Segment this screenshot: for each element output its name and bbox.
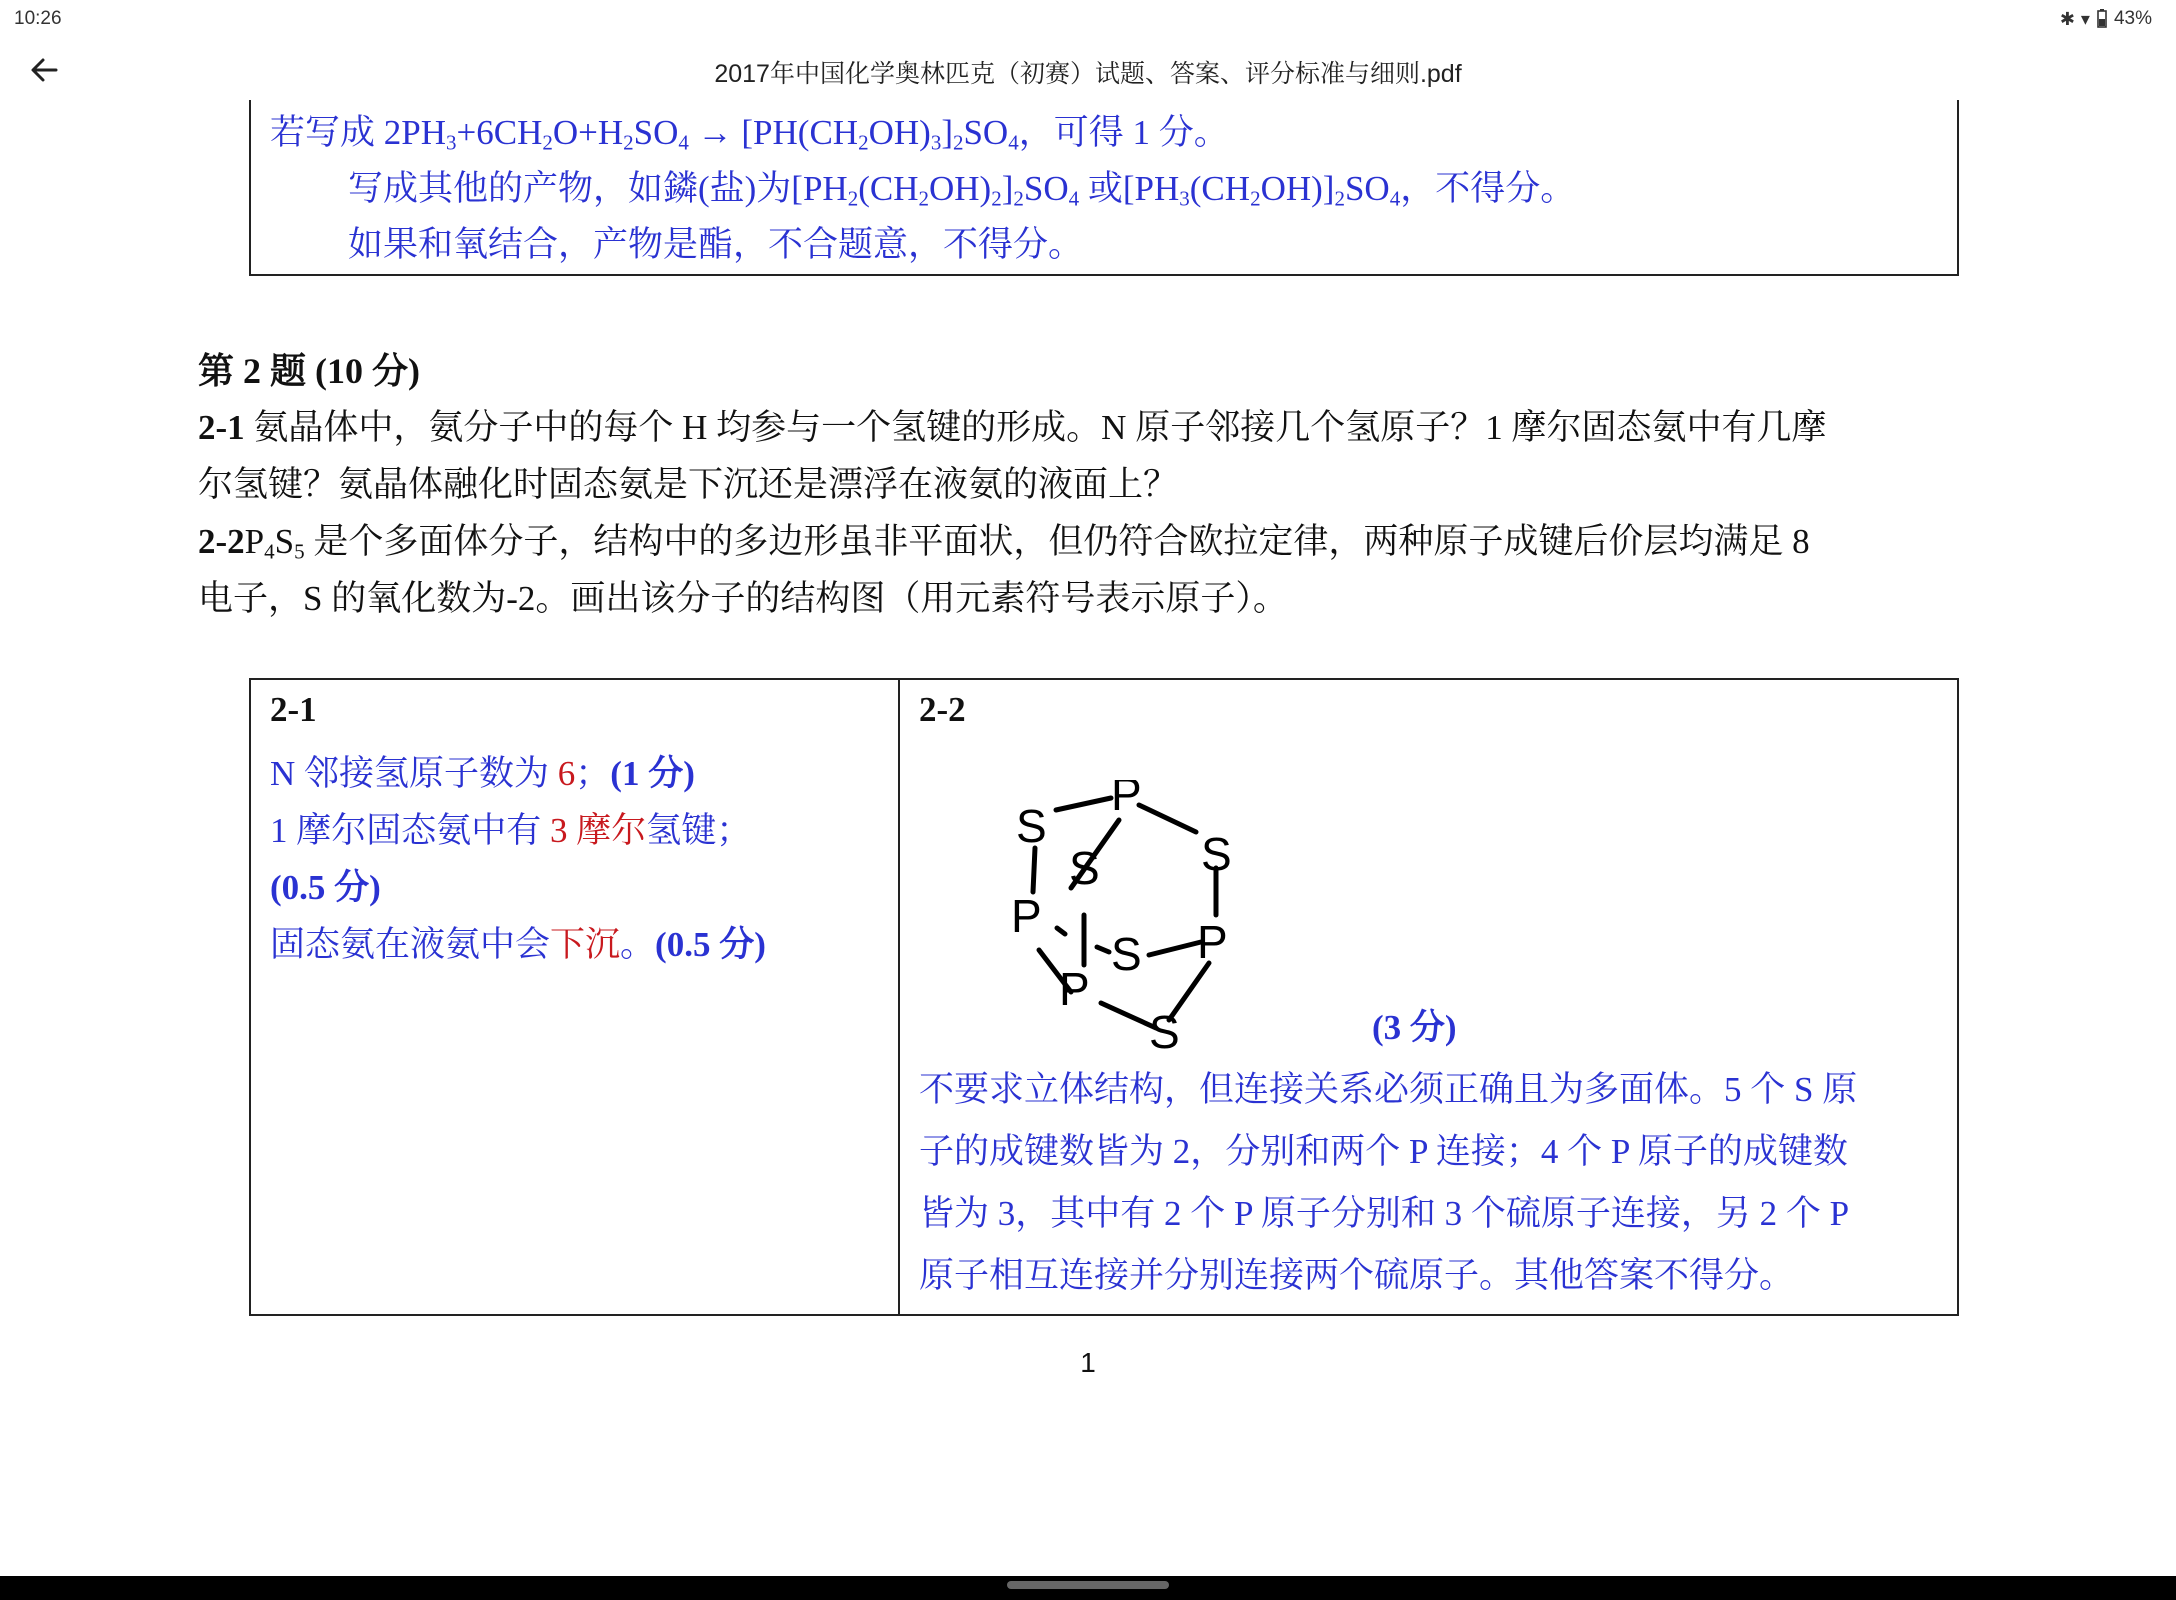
- app-bar: [0, 40, 2176, 100]
- bond-p2-p4: [1057, 928, 1065, 934]
- bond-p4-s4: [1097, 947, 1109, 952]
- question-2-2-line-1: $2-2P_4S_5$ 是个多面体分子，结构中的多边形虽非平面状，但仍符合欧拉定律，两种原子成键后价层均满足 8: [198, 522, 1810, 564]
- wifi-icon: ▾: [2080, 8, 2090, 29]
- navigation-bar: [0, 1576, 2176, 1600]
- bond-s1-p2: [1033, 848, 1035, 892]
- status-time: 10:26: [14, 8, 62, 29]
- page-number: 1: [1080, 1347, 1096, 1378]
- box-line-3: 如果和氧结合，产物是酯，不合题意，不得分。: [348, 225, 1084, 264]
- answer-2-1-heading: 2-1: [270, 690, 317, 729]
- question-2-2-line-2: 电子，S 的氧化数为-2。画出该分子的结构图（用元素符号表示原子）。: [198, 579, 1288, 618]
- question-2-1-line-1: 2-1 氨晶体中，氨分子中的每个 H 均参与一个氢键的形成。N 原子邻接几个氢原子？1 摩尔固态氨中有几摩: [198, 408, 1827, 447]
- bluetooth-icon: ✱: [2059, 8, 2075, 29]
- battery-level: 43%: [2113, 8, 2152, 29]
- atom-s5: S: [1149, 1006, 1180, 1058]
- bond-s1-p1: [1056, 798, 1111, 810]
- atom-s2: S: [1069, 842, 1100, 894]
- atom-p1: P: [1111, 780, 1142, 820]
- atom-p2: P: [1011, 890, 1042, 942]
- box-line-1: 若写成 $2PH_3+6CH_2O+H_2SO_4 \to [PH(CH_2OH)_3]_2SO_4$，可得 1 分。: [270, 113, 1229, 155]
- atom-s4: S: [1111, 928, 1142, 980]
- home-gesture-handle[interactable]: [1007, 1581, 1169, 1589]
- scoring-box-top: [249, 100, 1959, 276]
- answer-table: [249, 678, 1959, 1316]
- answer-2-2-note-4: 原子相互连接并分别连接两个硫原子。其他答案不得分。: [919, 1256, 1795, 1295]
- pdf-page[interactable]: [0, 100, 2176, 1570]
- bond-p1-s3: [1139, 805, 1196, 832]
- answer-2-2-note-2: 子的成键数皆为 2，分别和两个 P 连接；4 个 P 原子的成键数: [919, 1132, 1848, 1171]
- answer-2-2-note-1: 不要求立体结构，但连接关系必须正确且为多面体。5 个 S 原: [919, 1070, 1858, 1109]
- answer-2-2-score: (3 分): [1372, 1008, 1457, 1047]
- status-bar: [0, 0, 2176, 40]
- answer-2-1-line-4: 固态氨在液氨中会下沉。(0.5 分): [270, 925, 766, 964]
- p4s5-structure: [1011, 780, 1331, 1065]
- answer-2-2-heading: 2-2: [919, 690, 966, 729]
- document-title: 2017年中国化学奥林匹克（初赛）试题、答案、评分标准与细则.pdf: [714, 60, 1462, 88]
- bond-s4-p3: [1149, 942, 1201, 955]
- structure-svg: [1011, 780, 1331, 1060]
- atom-s3: S: [1201, 828, 1232, 880]
- atom-p3: P: [1197, 916, 1228, 968]
- answer-2-1-line-1: N 邻接氢原子数为 6；(1 分): [270, 754, 695, 793]
- atom-s1: S: [1016, 800, 1047, 852]
- battery-icon: [2096, 9, 2108, 29]
- question-2-1-line-2: 尔氢键？氨晶体融化时固态氨是下沉还是漂浮在液氨的液面上？: [198, 465, 1179, 504]
- column-divider: [898, 680, 900, 1314]
- answer-2-1-line-2: 1 摩尔固态氨中有 3 摩尔氢键；: [270, 811, 752, 850]
- answer-2-1-line-3: (0.5 分): [270, 868, 381, 907]
- status-icons: [2060, 8, 2152, 30]
- bond-p4-s5: [1101, 1003, 1156, 1028]
- box-line-2: 写成其他的产物，如鏻(盐)为$[PH_2(CH_2OH)_2]_2SO_4$ 或$[PH_3(CH_2OH)]_2SO_4$，不得分。: [348, 169, 1576, 211]
- question-heading: 第 2 题 (10 分): [198, 351, 420, 391]
- atom-p4: P: [1059, 963, 1090, 1015]
- answer-2-2-note-3: 皆为 3，其中有 2 个 P 原子分别和 3 个硫原子连接，另 2 个 P: [919, 1194, 1850, 1233]
